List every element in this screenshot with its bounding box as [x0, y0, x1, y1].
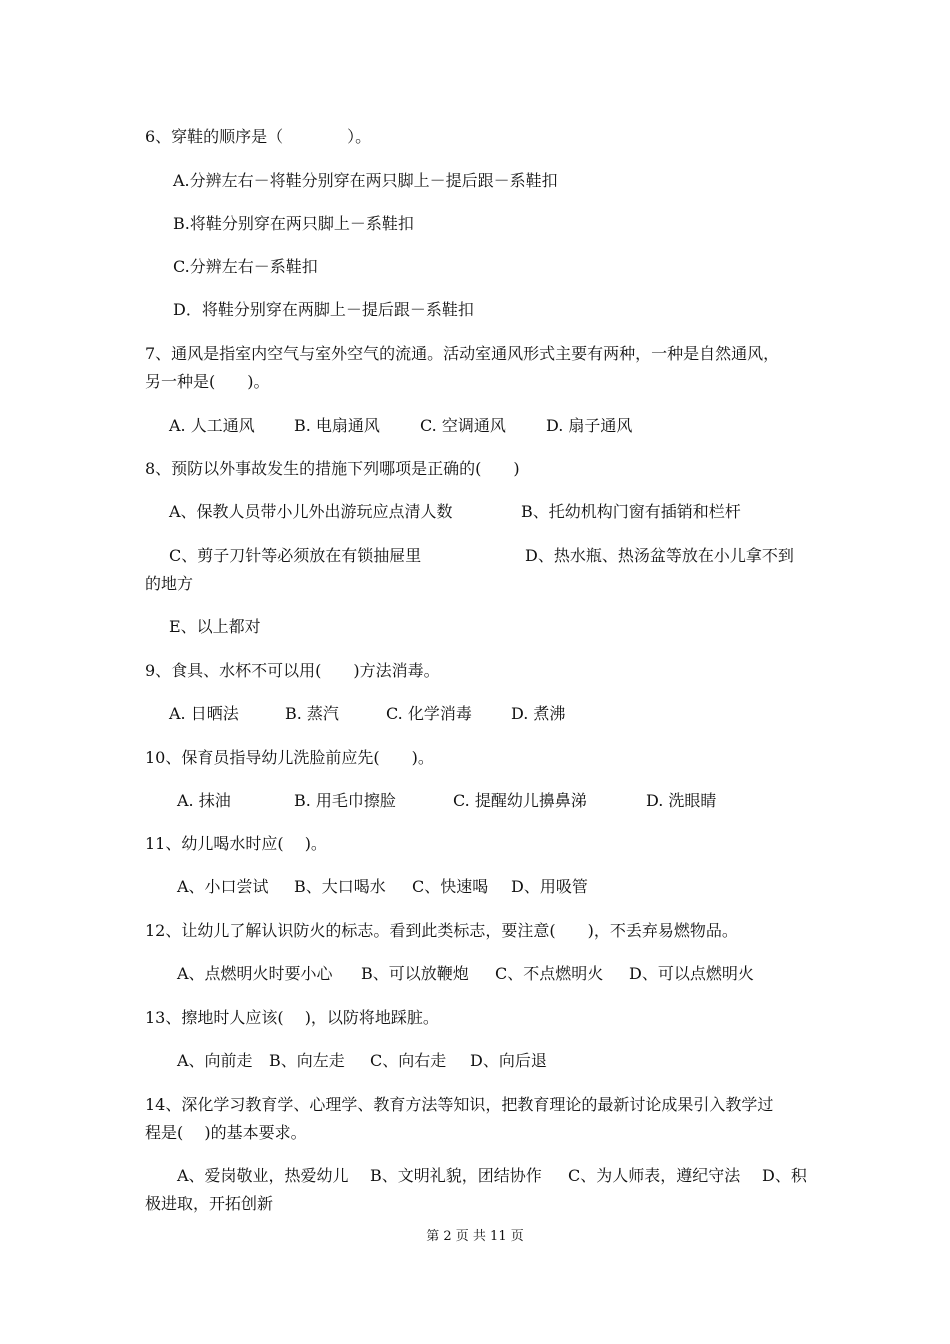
q10-option-b: B. 用毛巾擦脸 — [294, 791, 396, 810]
q14-option-d-line2: 极进取，开拓创新 — [145, 1194, 274, 1213]
q8-option-a: A、保教人员带小儿外出游玩应点清人数 — [169, 502, 453, 521]
q7-option-d: D. 扇子通风 — [546, 416, 633, 435]
q6-option-a: A.分辨左右－将鞋分别穿在两只脚上－提后跟－系鞋扣 — [173, 171, 558, 190]
page-number-footer: 第 2 页 共 11 页 — [426, 1229, 524, 1244]
q14-stem-line1: 14、深化学习教育学、心理学、教育方法等知识，把教育理论的最新讨论成果引入教学过 — [145, 1095, 774, 1114]
q8-option-c: C、剪子刀针等必须放在有锁抽屉里 — [169, 546, 422, 565]
q7-option-a: A. 人工通风 — [169, 416, 255, 435]
q9-option-b: B. 蒸汽 — [285, 704, 339, 723]
q10-option-c: C. 提醒幼儿擤鼻涕 — [453, 791, 587, 810]
q12-stem: 12、让幼儿了解认识防火的标志。看到此类标志，要注意( )，不丢弃易燃物品。 — [145, 921, 738, 940]
q13-stem: 13、擦地时人应该( )，以防将地踩脏。 — [145, 1008, 439, 1027]
q14-option-b: B、文明礼貌，团结协作 — [370, 1166, 542, 1185]
q8-stem: 8、预防以外事故发生的措施下列哪项是正确的( ) — [145, 459, 520, 478]
q9-option-d: D. 煮沸 — [511, 704, 566, 723]
q6-stem: 6、穿鞋的顺序是（ ）。 — [145, 127, 372, 146]
q11-stem: 11、幼儿喝水时应( )。 — [145, 834, 327, 853]
q9-stem: 9、食具、水杯不可以用( )方法消毒。 — [145, 661, 440, 680]
q11-option-c: C、快速喝 — [412, 877, 489, 896]
q10-option-d: D. 洗眼睛 — [646, 791, 717, 810]
q14-option-d-line1: D、积 — [762, 1166, 807, 1185]
q14-option-a: A、爱岗敬业，热爱幼儿 — [177, 1166, 349, 1185]
q6-option-c: C.分辨左右－系鞋扣 — [173, 257, 318, 276]
q9-option-a: A. 日晒法 — [169, 704, 239, 723]
q11-option-b: B、大口喝水 — [294, 877, 386, 896]
q11-option-d: D、用吸管 — [511, 877, 588, 896]
q7-option-c: C. 空调通风 — [420, 416, 506, 435]
q8-option-d-line1: D、热水瓶、热汤盆等放在小儿拿不到 — [525, 546, 794, 565]
q8-option-b: B、托幼机构门窗有插销和栏杆 — [521, 502, 741, 521]
q14-option-c: C、为人师表，遵纪守法 — [568, 1166, 741, 1185]
q8-option-e: E、以上都对 — [169, 617, 261, 636]
q7-option-b: B. 电扇通风 — [294, 416, 380, 435]
q14-stem-line2: 程是( )的基本要求。 — [145, 1123, 307, 1142]
q10-stem: 10、保育员指导幼儿洗脸前应先( )。 — [145, 748, 434, 767]
q11-option-a: A、小口尝试 — [177, 877, 269, 896]
q7-stem-line1: 7、通风是指室内空气与室外空气的流通。活动室通风形式主要有两种，一种是自然通风， — [145, 344, 780, 363]
q7-stem-line2: 另一种是( )。 — [145, 372, 270, 391]
q13-option-c: C、向右走 — [370, 1051, 447, 1070]
q12-option-d: D、可以点燃明火 — [629, 964, 754, 983]
q12-option-c: C、不点燃明火 — [495, 964, 604, 983]
q13-option-b: B、向左走 — [269, 1051, 345, 1070]
q12-option-b: B、可以放鞭炮 — [361, 964, 469, 983]
q13-option-a: A、向前走 — [177, 1051, 253, 1070]
q6-option-d: D．将鞋分别穿在两脚上－提后跟－系鞋扣 — [173, 300, 474, 319]
q9-option-c: C. 化学消毒 — [386, 704, 472, 723]
q6-option-b: B.将鞋分别穿在两只脚上－系鞋扣 — [173, 214, 414, 233]
q13-option-d: D、向后退 — [470, 1051, 547, 1070]
q12-option-a: A、点燃明火时要小心 — [177, 964, 333, 983]
q10-option-a: A. 抹油 — [177, 791, 231, 810]
q8-option-d-line2: 的地方 — [145, 574, 194, 593]
